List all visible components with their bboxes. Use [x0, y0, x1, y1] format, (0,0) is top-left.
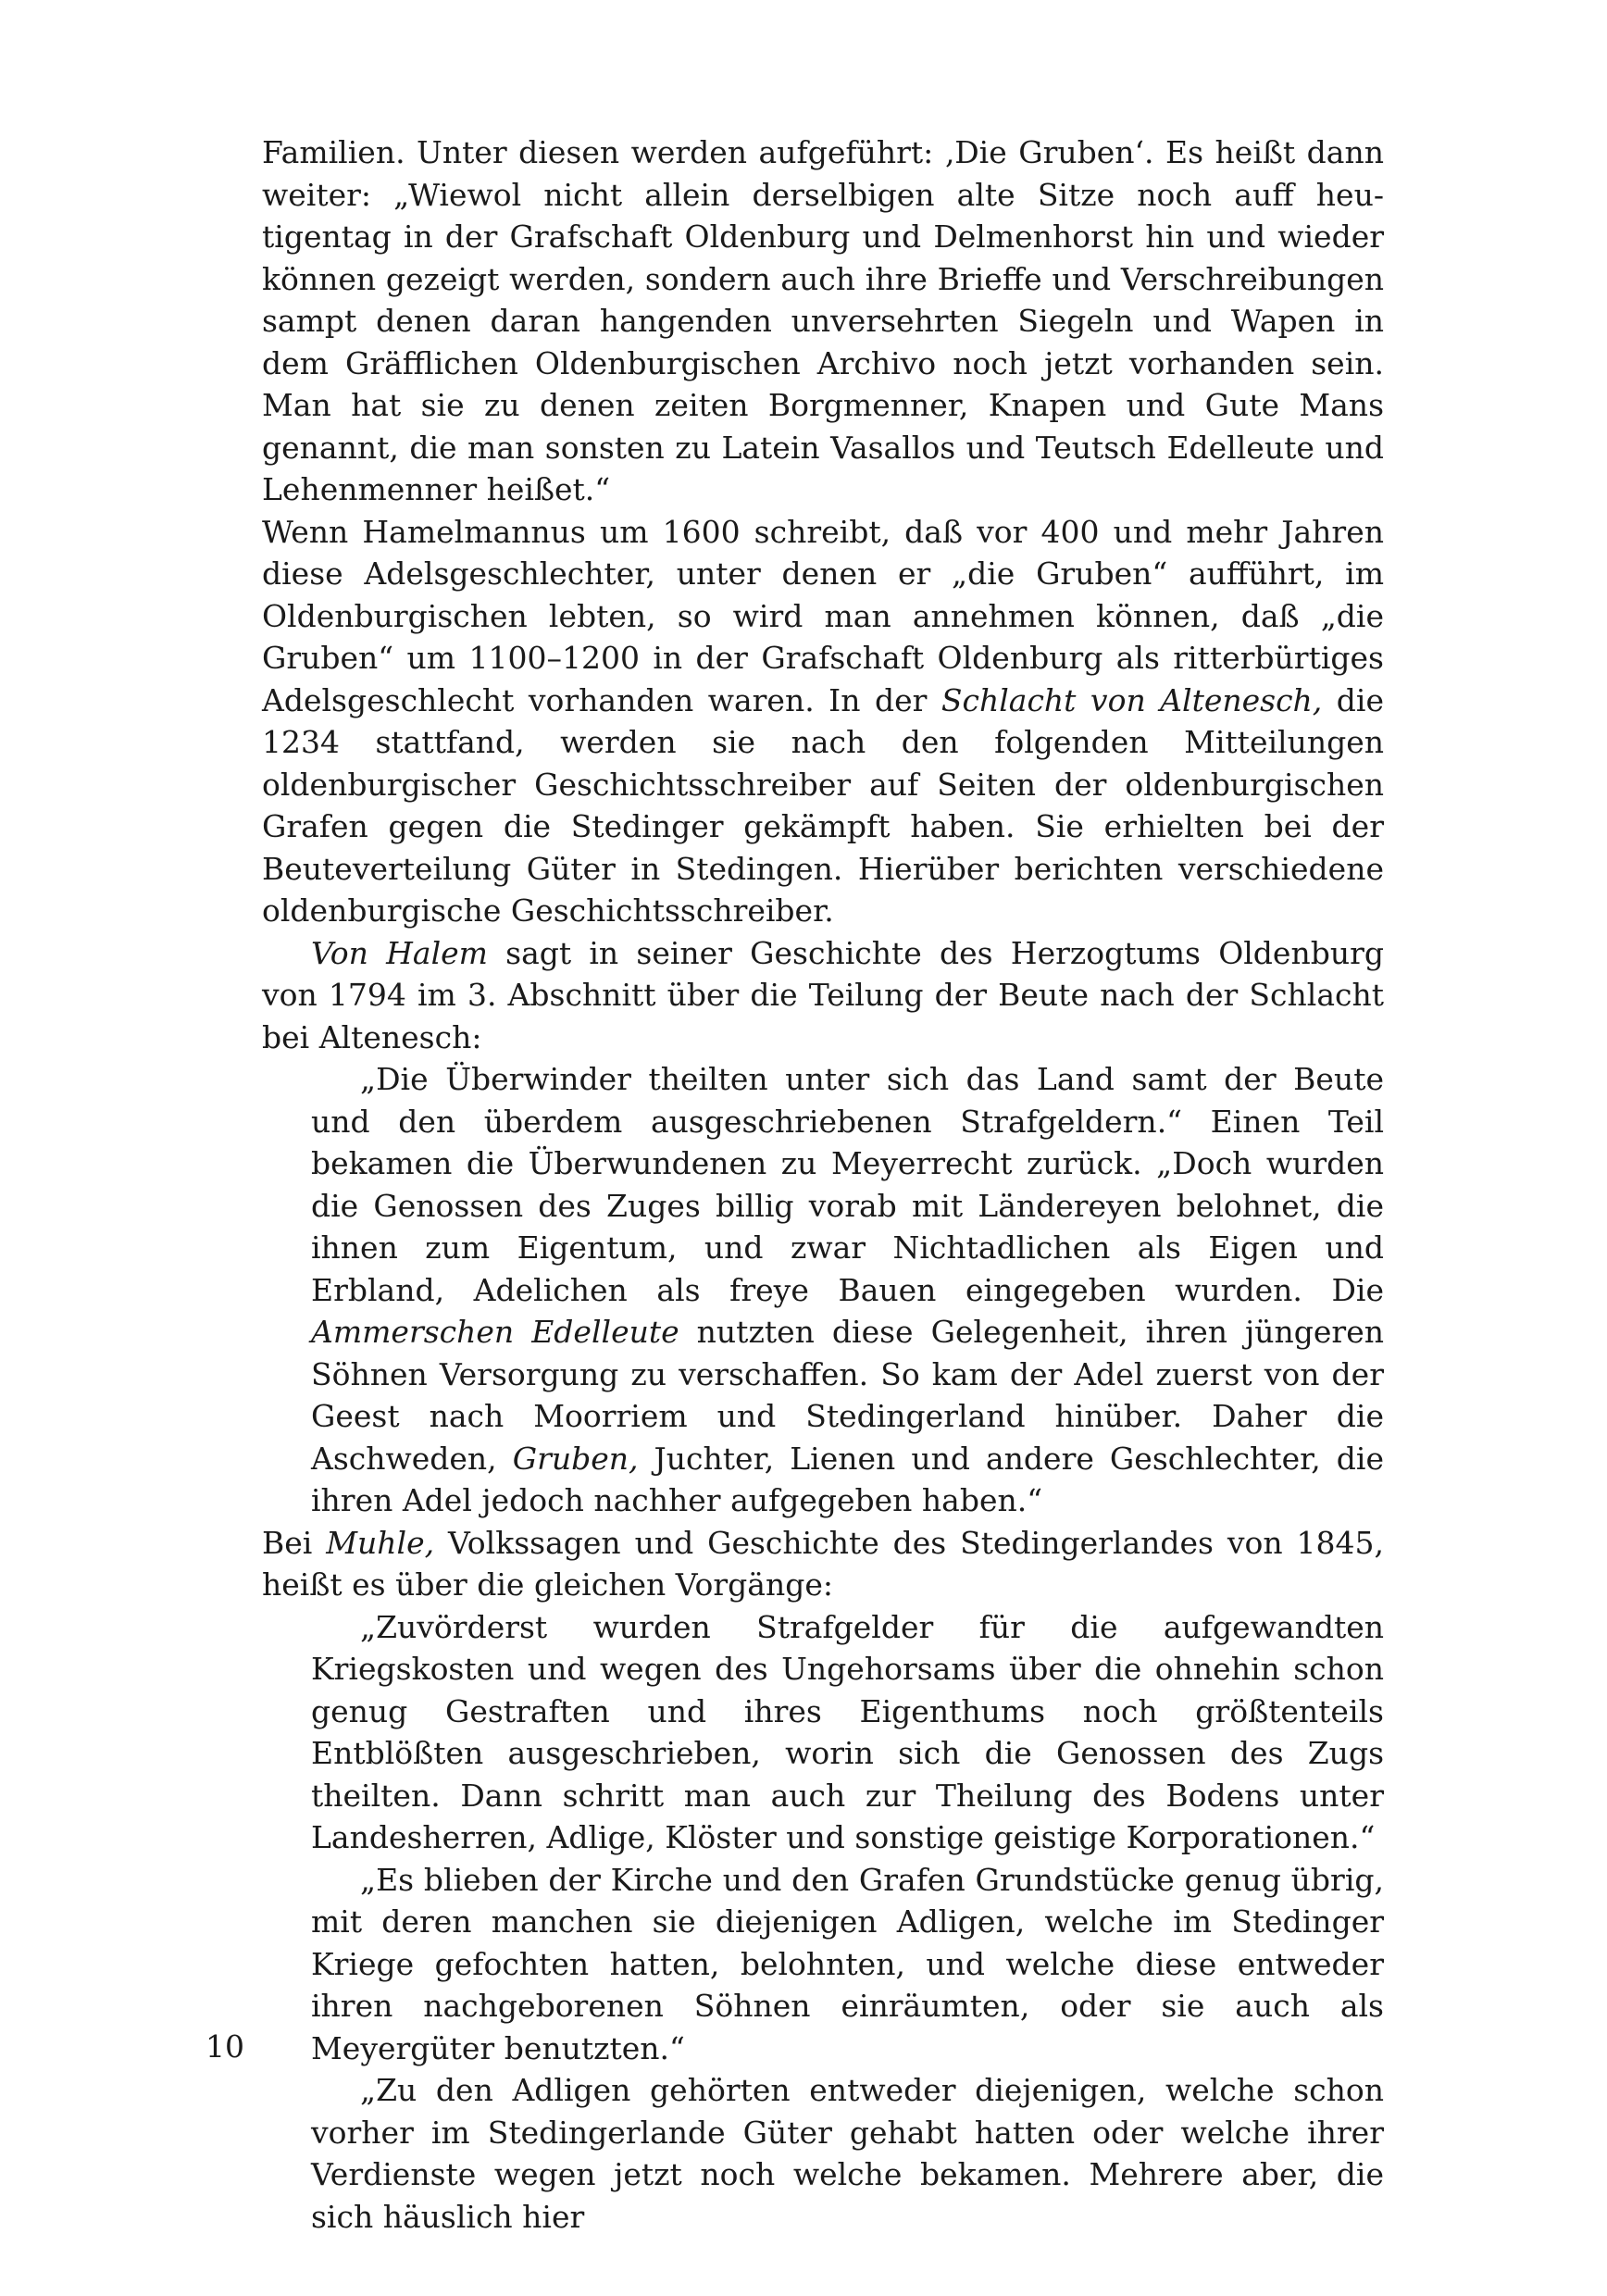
italic-text: Muhle,: [326, 1524, 435, 1561]
italic-text: Von Halem: [311, 934, 488, 971]
paragraph: [311, 2069, 1384, 2238]
text-run: Volkssagen und Geschichte des Stedingerlandes von 1845, heißt es über die gleichen Vorgänge:: [262, 1524, 1384, 1603]
paragraph: [311, 1606, 1384, 1859]
paragraph: [311, 1058, 1384, 1522]
text-run: sagt in seiner Geschichte des Herzogtums Oldenburg von 1794 im 3. Abschnitt über die Teilung der Beute nach der Schlacht bei Altenesch:: [262, 934, 1384, 1055]
text-run: Bei: [262, 1524, 327, 1561]
text-run: „Es blieben der Kirche und den Grafen Grundstücke genug übrig, mit deren manchen sie diejenigen Adligen, welche im Stedinger Kriege gefochten hatten, belohnten, und welche diese entweder ihren nachgeborenen Söhnen einräumten, oder sie auch als Meyergüter benutzten.“: [311, 1861, 1384, 2066]
text-run: Familien. Unter diesen werden aufgeführt: ‚Die Gruben‘. Es heißt dann weiter: „Wiewol nicht allein derselbigen alte Sitze noch auff heutigentag in der Grafschaft Oldenburg und Delmenhorst hin und wieder können gezeigt werden, sondern auch ihre Brieffe und Verschreibungen sampt denen daran hangenden unversehrten Siegeln und Wapen in dem Gräfflichen Oldenburgischen Archivo noch jetzt vorhanden sein. Man hat sie zu denen zeiten Borgmenner, Knapen und Gute Mans genannt, die man sonsten zu Latein Vasallos und Teutsch Edelleute und Lehenmenner heißet.“: [262, 134, 1384, 507]
text-run: die 1234 stattfand, werden sie nach den folgenden Mitteilungen oldenburgischer Geschichtsschreiber auf Seiten der oldenburgischen Grafen gegen die Stedinger gekämpft haben. Sie erhielten bei der Beuteverteilung Güter in Stedingen. Hierüber berichten verschiedene oldenburgische Geschichtsschreiber.: [262, 681, 1385, 929]
text-run: Juchter, Lienen und andere Geschlechter, die ihren Adel jedoch nachher aufgegeben haben.“: [311, 1440, 1384, 1518]
paragraph: [262, 511, 1384, 932]
paragraph: [262, 932, 1384, 1059]
text-run: „Zu den Adligen gehörten entweder diejenigen, welche schon vorher im Stedingerlande Güter gehabt hatten oder welche ihrer Verdienste wegen jetzt noch welche bekamen. Mehrere aber, die sich häuslich hier: [311, 2072, 1384, 2235]
text-run: „Die Überwinder theilten unter sich das Land samt der Beute und den überdem ausgeschriebenen Strafgeldern.“ Einen Teil bekamen die Überwundenen zu Meyerrecht zurück. „Doch wurden die Genossen des Zuges billig vorab mit Ländereyen belohnet, die ihnen zum Eigentum, und zwar Nichtadlichen als Eigen und Erbland, Adelichen als freye Bauen eingegeben wurden. Die: [311, 1061, 1384, 1308]
paragraph: [262, 131, 1384, 511]
paragraph: [262, 1522, 1384, 1606]
italic-text: Ammerschen Edelleute: [311, 1314, 679, 1350]
text-run: „Zuvörderst wurden Strafgelder für die aufgewandten Kriegskosten und wegen des Ungehorsams über die ohnehin schon genug Gestraften und ihres Eigenthums noch größtenteils Entblößten ausgeschrieben, worin sich die Genossen des Zugs theilten. Dann schritt man auch zur Theilung des Bodens unter Landesherren, Adlige, Klöster und sonstige geistige Korporationen.“: [311, 1608, 1384, 1855]
italic-text: Gruben,: [512, 1440, 639, 1477]
paragraph: [311, 1859, 1384, 2070]
text-run: nutzten diese Gelegenheit, ihren jüngeren Söhnen Versorgung zu verschaffen. So kam der Adel zuerst von der Geest nach Moorriem und Stedingerland hinüber. Daher die Aschweden,: [311, 1314, 1384, 1477]
body-text: [262, 131, 1384, 2238]
text-run: Wenn Hamelmannus um 1600 schreibt, daß vor 400 und mehr Jahren diese Adelsgeschlechter, unter denen er „die Gruben“ aufführt, im Oldenburgischen lebten, so wird man annehmen können, daß „die Gruben“ um 1100–1200 in der Grafschaft Oldenburg als ritterbürtiges Adelsgeschlecht vorhanden waren. In der: [262, 513, 1384, 718]
italic-text: Schlacht von Altenesch,: [941, 681, 1323, 718]
page-number: 10: [206, 2028, 244, 2065]
